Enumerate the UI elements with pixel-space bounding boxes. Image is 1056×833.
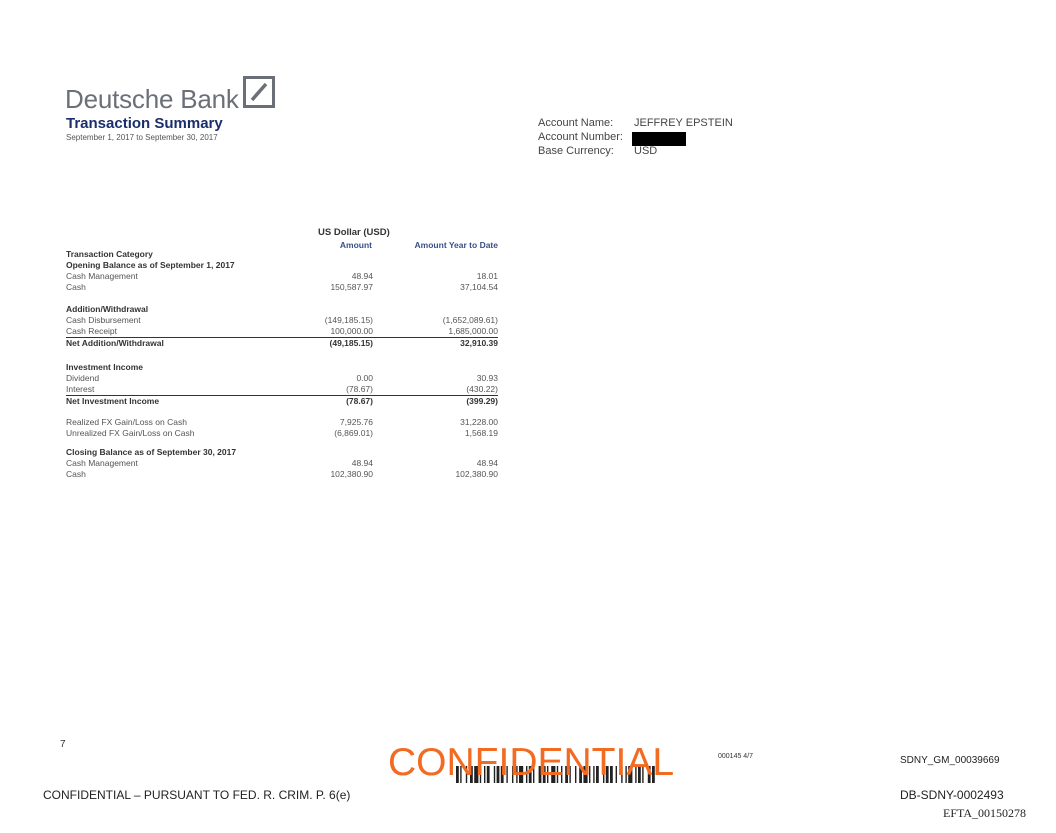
total-row: Net Investment Income (78.67) (399.29) (66, 396, 498, 406)
table-row: Cash 102,380.90 102,380.90 (66, 469, 498, 479)
addition-label: Addition/Withdrawal (66, 304, 149, 314)
sdny-bates-number: SDNY_GM_00039669 (900, 755, 1000, 766)
table-row: Unrealized FX Gain/Loss on Cash (6,869.01) 1,568.19 (66, 428, 498, 438)
category-label: Transaction Category (66, 249, 153, 259)
section-label (66, 362, 498, 372)
opening-label: Opening Balance as of September 1, 2017 (66, 260, 235, 270)
account-name-label: Account Name: (538, 117, 614, 129)
table-row: Dividend 0.00 30.93 (66, 373, 498, 383)
currency-header: US Dollar (USD) (318, 227, 390, 238)
closing-label: Closing Balance as of September 30, 2017 (66, 447, 237, 457)
confidential-notice: CONFIDENTIAL – PURSUANT TO FED. R. CRIM. P. 6(e) (43, 788, 351, 802)
amount-column-header: Amount (339, 240, 372, 250)
table-row: Cash Receipt 100,000.00 1,685,000.00 (66, 326, 498, 336)
section-label (66, 260, 498, 270)
report-title: Transaction Summary (66, 115, 223, 132)
ytd-column-header: Amount Year to Date (414, 240, 498, 250)
account-info (538, 118, 733, 160)
base-currency-label: Base Currency: (538, 145, 614, 157)
account-name-value: JEFFREY EPSTEIN (634, 117, 733, 129)
section-label (66, 249, 498, 259)
efta-number: EFTA_00150278 (943, 806, 1027, 820)
table-row: Interest (78.67) (430.22) (66, 384, 498, 394)
account-number-label: Account Number: (538, 131, 623, 143)
table-row: Cash Management 48.94 18.01 (66, 271, 498, 281)
section-label (66, 304, 498, 314)
table-row: Realized FX Gain/Loss on Cash 7,925.76 31,228.00 (66, 417, 498, 427)
section-label (66, 447, 498, 457)
brand-name: Deutsche Bank (65, 84, 239, 114)
db-sdny-bates-number: DB-SDNY-0002493 (900, 788, 1004, 802)
table-row: Cash Management 48.94 48.94 (66, 458, 498, 468)
report-period: September 1, 2017 to September 30, 2017 (66, 133, 218, 142)
confidential-stamp: CONFIDENTIAL (388, 741, 675, 784)
total-row: Net Addition/Withdrawal (49,185.15) 32,910.39 (66, 338, 498, 348)
base-currency-value: USD (634, 145, 658, 157)
income-label: Investment Income (66, 362, 143, 372)
deutsche-bank-logo-icon (243, 76, 275, 108)
table-row: Cash 150,587.97 37,104.54 (66, 282, 498, 292)
redaction-box (632, 132, 686, 146)
document-code: 000145 4/7 (718, 753, 754, 760)
page-number: 7 (60, 739, 66, 750)
table-row: Cash Disbursement (149,185.15) (1,652,089.61) (66, 315, 498, 325)
